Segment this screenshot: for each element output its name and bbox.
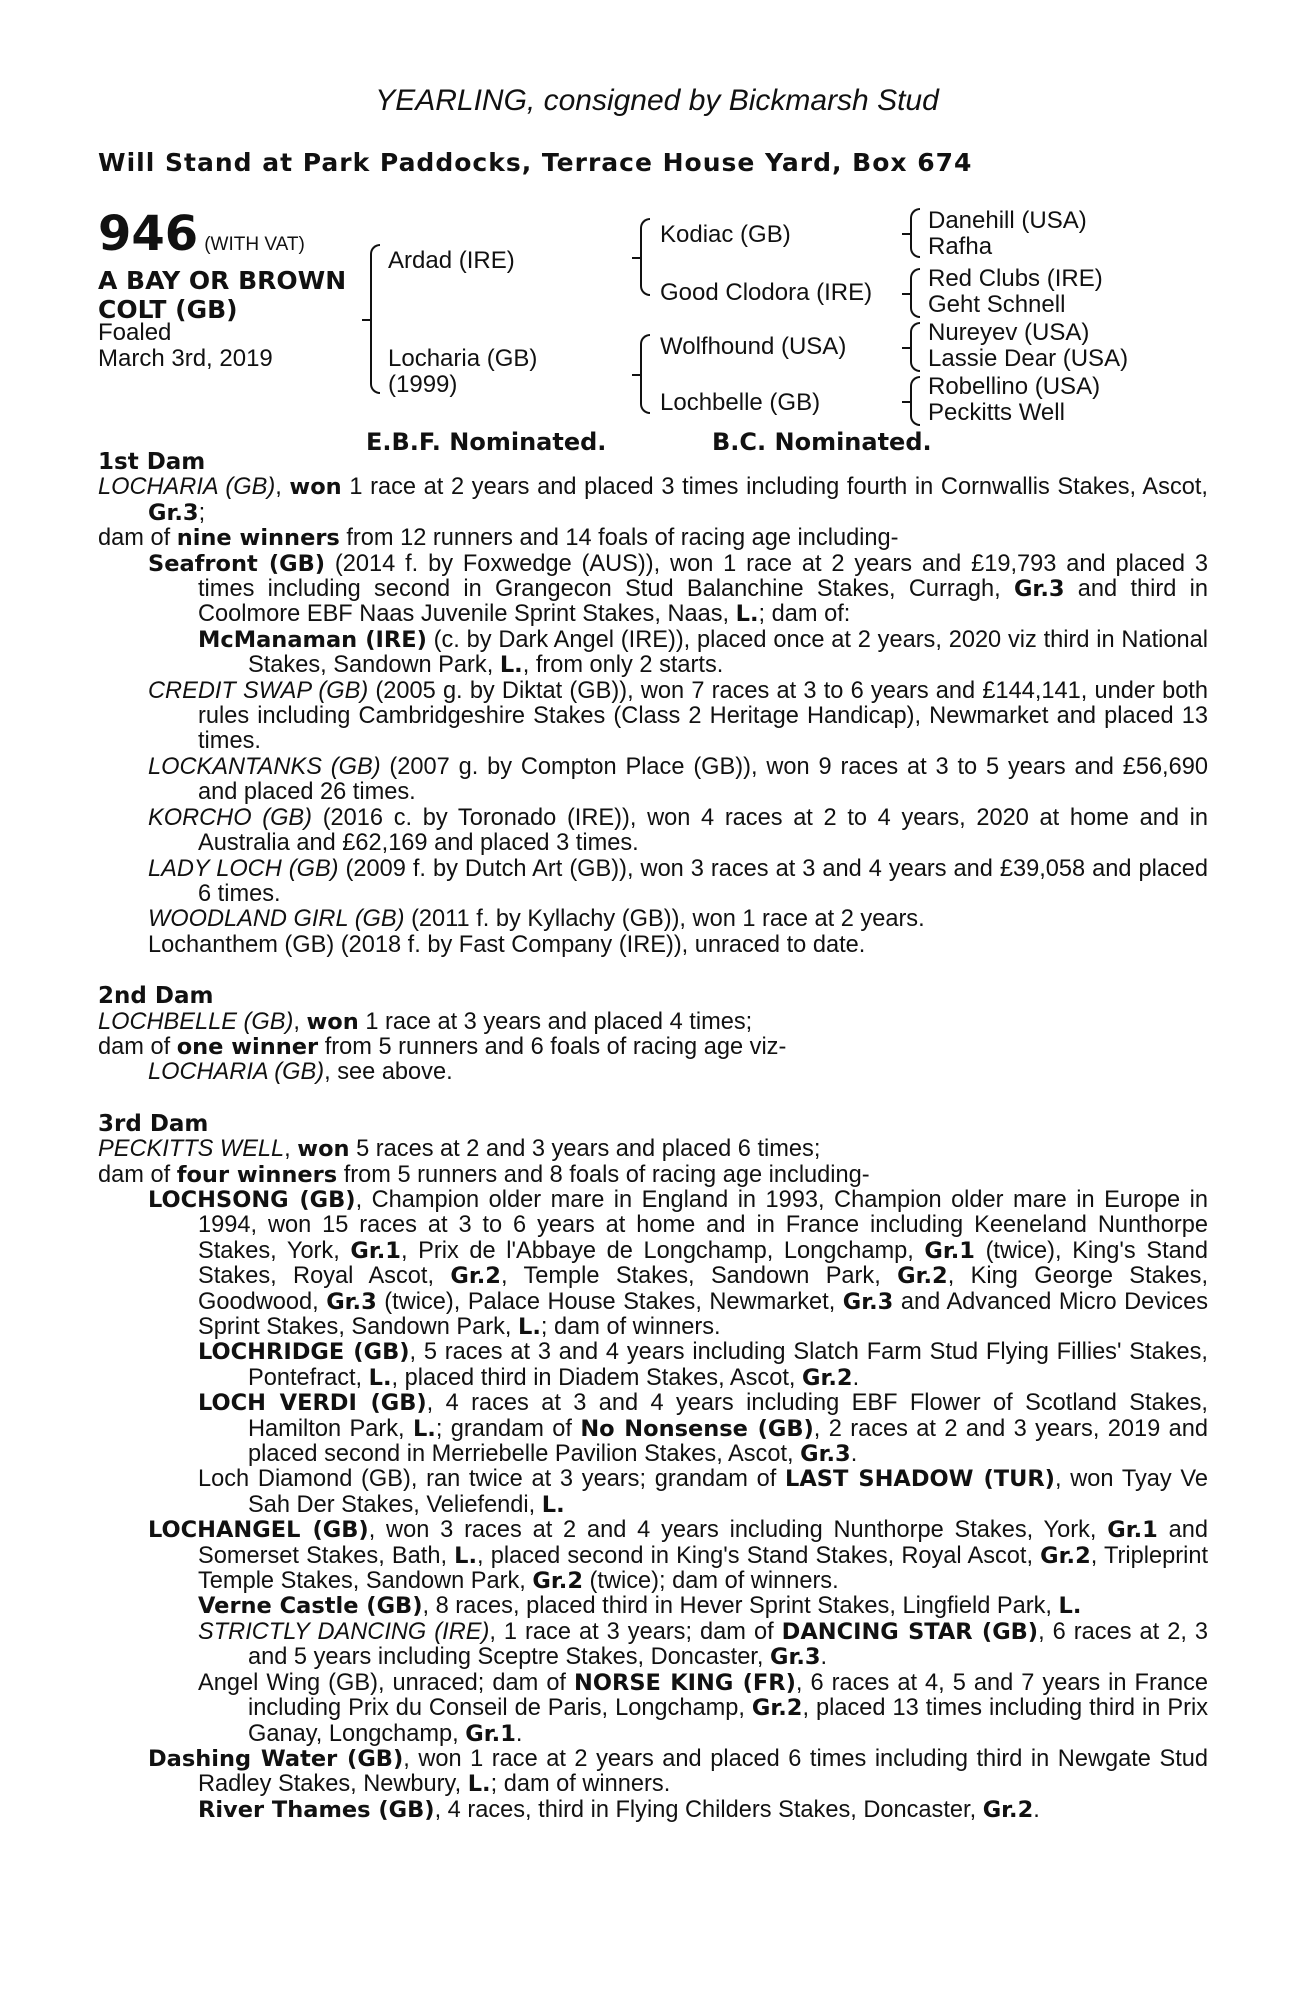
g4-3: Red Clubs (IRE) — [928, 265, 1103, 292]
ebf-nominated: E.B.F. Nominated. — [366, 428, 607, 456]
g4-1: Danehill (USA) — [928, 207, 1087, 234]
produce-lady-loch: LADY LOCH (GB) (2009 f. by Dutch Art (GB)), won 3 races at 3 and 4 years and £39,058 and placed 6 times. — [148, 855, 1209, 907]
g4-6: Lassie Dear (USA) — [928, 345, 1129, 372]
produce-lochangel: LOCHANGEL (GB), won 3 races at 2 and 4 years including Nunthorpe Stakes, York, Gr.1 and Somerset Stakes, Bath, L., placed second in King's Stand Stakes, Royal Ascot, Gr.2, Tripleprint Temple Stakes, Sandown Park, Gr.2 (twice); dam of winners. — [148, 1517, 1209, 1595]
bracket-gen1 — [370, 244, 380, 394]
foaled-date: March 3rd, 2019 — [98, 345, 273, 372]
dam-sire: Wolfhound (USA) — [660, 333, 847, 360]
sire-sire: Kodiac (GB) — [660, 221, 791, 248]
bc-nominated: B.C. Nominated. — [712, 428, 932, 456]
bracket-g4-1 — [910, 208, 920, 258]
g4-4: Geht Schnell — [928, 291, 1066, 318]
third-dam-heading: 3rd Dam — [98, 1110, 209, 1137]
g4-7: Robellino (USA) — [928, 373, 1101, 400]
produce-locharia: LOCHARIA (GB), see above. — [148, 1059, 453, 1086]
g4-8: Peckitts Well — [928, 399, 1065, 426]
third-dam-intro: dam of four winners from 5 runners and 8 foals of racing age including- — [98, 1161, 870, 1188]
stand-location: Will Stand at Park Paddocks, Terrace House Yard, Box 674 — [98, 148, 973, 177]
produce-seafront: Seafront (GB) (2014 f. by Foxwedge (AUS)), won 1 race at 2 years and £19,793 and placed 3 times including second in Grangecon Stud Balanchine Stakes, Curragh, Gr.3 and third in Coolmore EBF Naas Juvenile Sprint Stakes, Naas, L.; dam of: — [148, 550, 1208, 628]
produce-credit-swap: CREDIT SWAP (GB) (2005 g. by Diktat (GB)), won 7 races at 3 to 6 years and £144,141, under both rules including Cambridgeshire Stakes (Class 2 Heritage Handicap), Newmarket and placed 13 times. — [148, 677, 1208, 755]
produce-strictly-dancing: STRICTLY DANCING (IRE), 1 race at 3 years; dam of DANCING STAR (GB), 6 races at 2, 3 and 5 years including Sceptre Stakes, Doncaster, Gr.3. — [198, 1618, 1209, 1671]
first-dam-record: LOCHARIA (GB), won 1 race at 2 years and placed 3 times including fourth in Cornwallis Stakes, Ascot, Gr.3; — [98, 474, 1208, 526]
lot-title-line2: COLT (GB) — [98, 295, 238, 324]
sire: Ardad (IRE) — [388, 247, 515, 274]
vat-note: (WITH VAT) — [204, 234, 305, 255]
produce-lockantanks: LOCKANTANKS (GB) (2007 g. by Compton Place (GB)), won 9 races at 3 to 5 years and £56,690 and placed 26 times. — [148, 753, 1208, 806]
lot-number-block — [98, 206, 305, 262]
produce-angel-wing: Angel Wing (GB), unraced; dam of NORSE KING (FR), 6 races at 4, 5 and 7 years in France including Prix du Conseil de Paris, Longchamp, Gr.2, placed 13 times including third in Prix Ganay, Longchamp, Gr.1. — [198, 1669, 1208, 1747]
produce-verne-castle: Verne Castle (GB), 8 races, placed third in Hever Sprint Stakes, Lingfield Park, L. — [198, 1593, 1082, 1620]
second-dam-record: LOCHBELLE (GB), won 1 race at 3 years and placed 4 times; — [98, 1008, 753, 1035]
produce-lochanthem: Lochanthem (GB) (2018 f. by Fast Company (IRE)), unraced to date. — [148, 931, 866, 958]
sire-dam: Good Clodora (IRE) — [660, 279, 873, 306]
dam-dam: Lochbelle (GB) — [660, 389, 821, 416]
produce-record — [98, 450, 1208, 1823]
produce-korcho: KORCHO (GB) (2016 c. by Toronado (IRE)), won 4 races at 2 to 4 years, 2020 at home and in Australia and £62,169 and placed 3 times. — [148, 804, 1208, 857]
lot-description — [98, 266, 346, 324]
first-dam-heading: 1st Dam — [98, 449, 206, 475]
first-dam-intro: dam of nine winners from 12 runners and 14 foals of racing age including- — [98, 525, 899, 552]
third-dam-record: PECKITTS WELL, won 5 races at 2 and 3 years and placed 6 times; — [98, 1136, 821, 1163]
foaled-info — [98, 320, 273, 372]
produce-loch-verdi: LOCH VERDI (GB), 4 races at 3 and 4 years including EBF Flower of Scotland Stakes, Hamilton Park, L.; grandam of No Nonsense (GB), 2 races at 2 and 3 years, 2019 and placed second in Merriebelle Pavilion Stakes, Ascot, Gr.3. — [198, 1390, 1208, 1468]
produce-river-thames: River Thames (GB), 4 races, third in Flying Childers Stakes, Doncaster, Gr.2. — [198, 1796, 1040, 1823]
g4-2: Rafha — [928, 233, 993, 260]
g4-5: Nureyev (USA) — [928, 319, 1090, 346]
produce-dashing-water: Dashing Water (GB), won 1 race at 2 years and placed 6 times including third in Newgate Stud Radley Stakes, Newbury, L.; dam of winners. — [148, 1745, 1208, 1798]
second-dam-heading: 2nd Dam — [98, 983, 214, 1010]
produce-lochsong: LOCHSONG (GB), Champion older mare in England in 1993, Champion older mare in Europe in 1994, won 15 races at 3 to 6 years at home and in France including Keeneland Nunthorpe Stakes, York, Gr.1, Prix de l'Abbaye de Longchamp, Longchamp, Gr.1 (twice), King's Stand Stakes, Royal Ascot, Gr.2, Temple Stakes, Sandown Park, Gr.2, King George Stakes, Goodwood, Gr.3 (twice), Palace House Stakes, Newmarket, Gr.3 and Advanced Micro Devices Sprint Stakes, Sandown Park, L.; dam of winners. — [148, 1186, 1208, 1340]
bracket-dam-line — [640, 334, 650, 414]
produce-lochridge: LOCHRIDGE (GB), 5 races at 3 and 4 years including Slatch Farm Stud Flying Fillies' Stakes, Pontefract, L., placed third in Diadem Stakes, Ascot, Gr.2. — [198, 1339, 1208, 1391]
produce-woodland-girl: WOODLAND GIRL (GB) (2011 f. by Kyllachy (GB)), won 1 race at 2 years. — [148, 906, 925, 933]
second-dam-intro: dam of one winner from 5 runners and 6 foals of racing age viz- — [98, 1033, 787, 1060]
lot-number: 946 — [98, 206, 199, 262]
produce-mcmanaman: McManaman (IRE) (c. by Dark Angel (IRE)), placed once at 2 years, 2020 viz third in National Stakes, Sandown Park, L., from only 2 starts. — [198, 626, 1208, 679]
dam-year: (1999) — [388, 371, 458, 398]
bracket-g4-3 — [910, 322, 920, 372]
bracket-sire-line — [640, 218, 650, 296]
bracket-g4-4 — [910, 376, 920, 426]
dam: Locharia (GB) — [388, 345, 538, 372]
catalogue-heading: YEARLING, consigned by Bickmarsh Stud — [375, 84, 939, 117]
produce-loch-diamond: Loch Diamond (GB), ran twice at 3 years; grandam of LAST SHADOW (TUR), won Tyay Ve Sah Der Stakes, Veliefendi, L. — [198, 1466, 1208, 1518]
foaled-label: Foaled — [98, 319, 172, 346]
lot-title-line1: A BAY OR BROWN — [98, 266, 347, 295]
bracket-g4-2 — [910, 268, 920, 318]
